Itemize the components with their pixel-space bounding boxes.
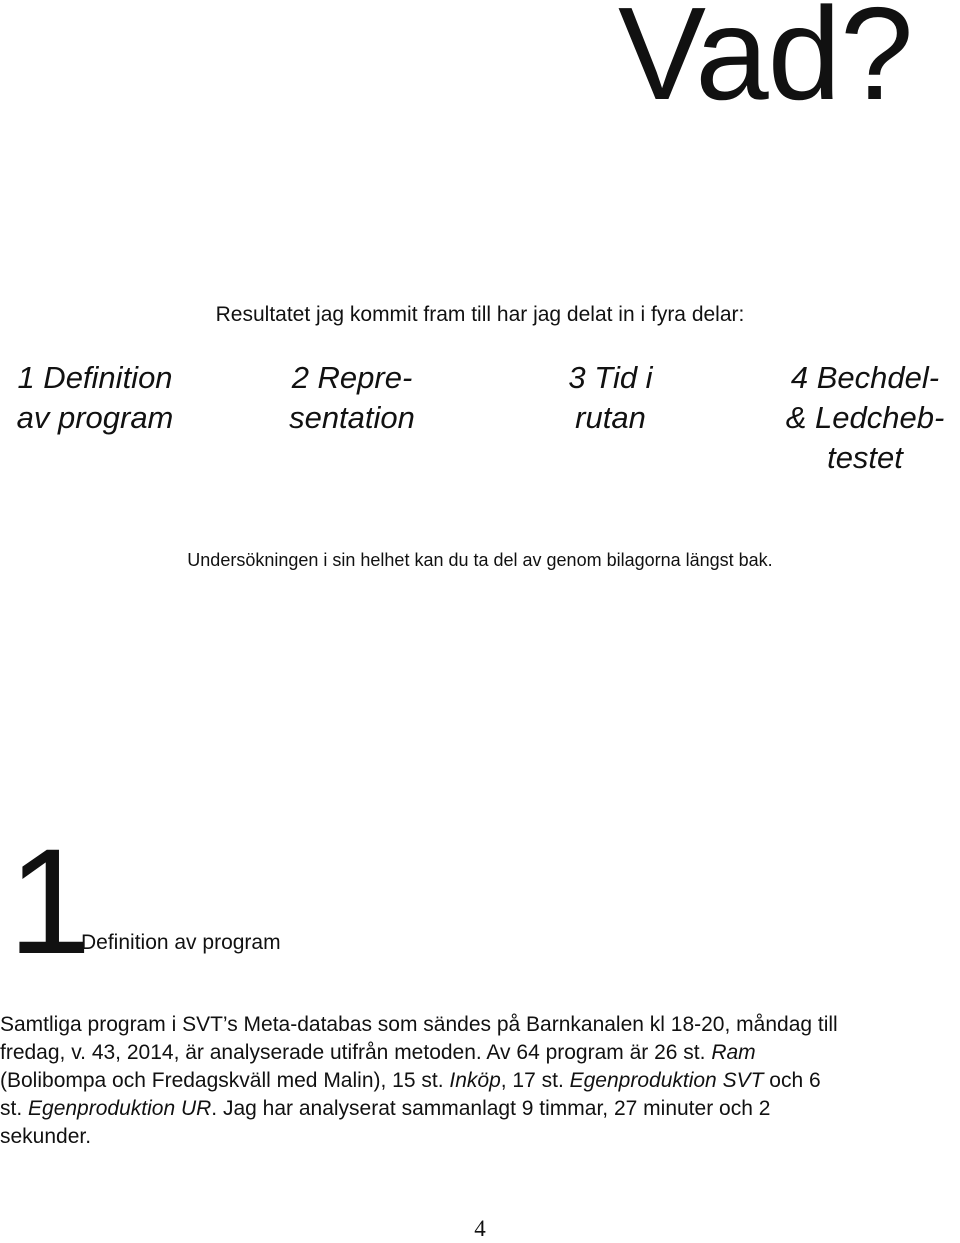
part-line: 1 Definition xyxy=(17,360,173,395)
appendix-note: Undersökningen i sin helhet kan du ta del av genom bilagorna längst bak. xyxy=(187,550,773,570)
body-line xyxy=(0,1067,960,1095)
body-text-span: Samtliga program i SVT’s Meta-databas som sändes på Barnkanalen kl 18-20, måndag till xyxy=(0,1013,838,1036)
body-text-span: fredag, v. 43, 2014, är analyserade utifrån metoden. Av 64 program är 26 st. xyxy=(0,1041,706,1064)
part-definition xyxy=(0,358,190,438)
body-text-span: st. xyxy=(0,1097,23,1120)
body-line xyxy=(0,1095,960,1123)
part-line: & Ledcheb- xyxy=(785,400,945,435)
page-number: 4 xyxy=(474,1216,486,1241)
part-line: sentation xyxy=(289,400,415,435)
section-number: 1 xyxy=(8,817,92,985)
body-text-span: (Bolibompa och Fredagskväll med Malin), 15 st. xyxy=(0,1069,444,1092)
category-egenproduktion-ur: Egenproduktion UR xyxy=(28,1097,212,1120)
section-title: Definition av program xyxy=(81,931,281,954)
part-representation xyxy=(262,358,442,438)
body-text-span: . Jag har analyserat sammanlagt 9 timmar, 27 minuter och 2 xyxy=(211,1097,771,1120)
body-line xyxy=(0,1039,960,1067)
body-line xyxy=(0,1011,960,1039)
part-line: testet xyxy=(827,440,903,475)
body-text-span: sekunder. xyxy=(0,1125,92,1148)
part-line: 2 Repre- xyxy=(291,360,413,395)
part-line: 3 Tid i xyxy=(568,360,653,395)
body-line xyxy=(0,1123,960,1151)
body-text-span: och 6 xyxy=(769,1069,821,1092)
part-tid-i-rutan xyxy=(538,358,683,438)
category-egenproduktion-svt: Egenproduktion SVT xyxy=(569,1069,764,1092)
category-inkop: Inköp xyxy=(449,1069,501,1092)
part-line: 4 Bechdel- xyxy=(790,360,940,395)
section-body xyxy=(0,1011,960,1151)
page-heading: Vad? xyxy=(618,0,913,127)
part-line: av program xyxy=(16,400,174,435)
category-ram: Ram xyxy=(711,1041,756,1064)
part-line: rutan xyxy=(575,400,646,435)
intro-text: Resultatet jag kommit fram till har jag delat in i fyra delar: xyxy=(215,303,745,326)
body-text-span: , 17 st. xyxy=(500,1069,564,1092)
part-bechdel-ledcheb xyxy=(750,358,960,478)
